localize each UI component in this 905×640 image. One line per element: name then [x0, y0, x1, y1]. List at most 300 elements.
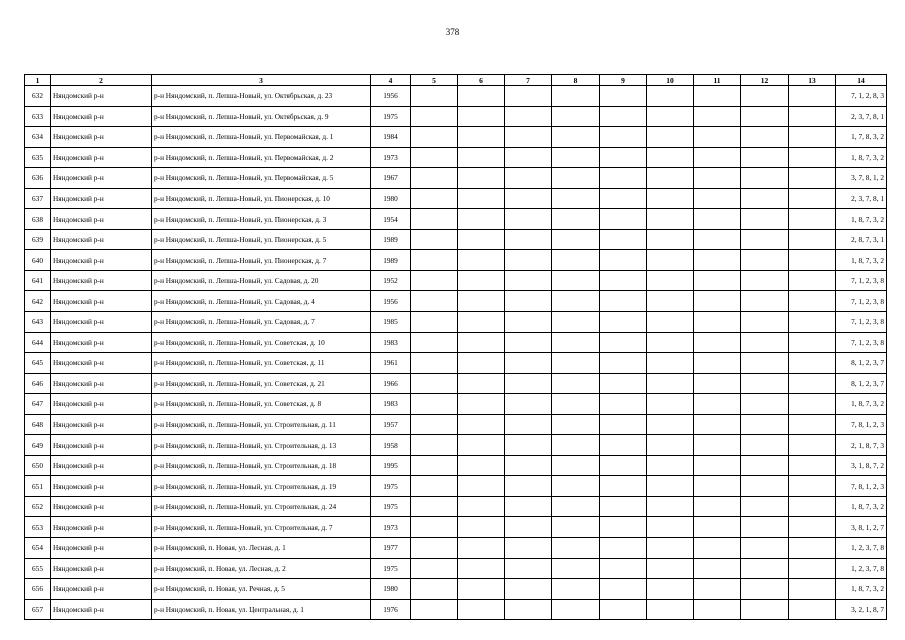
code-cell: 7, 1, 2, 3, 8: [836, 332, 887, 353]
empty-cell: [789, 312, 836, 333]
empty-cell: [694, 517, 741, 538]
empty-cell: [789, 229, 836, 250]
table-row: [25, 229, 887, 250]
empty-cell: [552, 517, 600, 538]
row-number-cell: 643: [25, 312, 51, 333]
row-number-cell: 640: [25, 250, 51, 271]
empty-cell: [505, 455, 552, 476]
empty-cell: [505, 579, 552, 600]
district-cell: Няндомский р-н: [51, 188, 152, 209]
table-row: [25, 312, 887, 333]
empty-cell: [505, 394, 552, 415]
empty-cell: [789, 168, 836, 189]
empty-cell: [600, 414, 647, 435]
column-header-8: 8: [552, 75, 600, 86]
year-cell: 1989: [371, 250, 411, 271]
empty-cell: [647, 353, 694, 374]
district-cell: Няндомский р-н: [51, 106, 152, 127]
empty-cell: [694, 579, 741, 600]
address-cell: р-н Няндомский, п. Лепша-Новый, ул. Строительная, д. 11: [152, 414, 371, 435]
empty-cell: [458, 579, 505, 600]
empty-cell: [789, 373, 836, 394]
empty-cell: [552, 538, 600, 559]
row-number-cell: 636: [25, 168, 51, 189]
empty-cell: [458, 250, 505, 271]
empty-cell: [505, 291, 552, 312]
empty-cell: [694, 599, 741, 620]
empty-cell: [694, 229, 741, 250]
empty-cell: [694, 127, 741, 148]
empty-cell: [741, 270, 789, 291]
empty-cell: [552, 270, 600, 291]
code-cell: 3, 2, 1, 8, 7: [836, 599, 887, 620]
address-cell: р-н Няндомский, п. Лепша-Новый, ул. Советская, д. 10: [152, 332, 371, 353]
column-header-12: 12: [741, 75, 789, 86]
row-number-cell: 641: [25, 270, 51, 291]
year-cell: 1995: [371, 455, 411, 476]
address-cell: р-н Няндомский, п. Лепша-Новый, ул. Строительная, д. 13: [152, 435, 371, 456]
empty-cell: [600, 353, 647, 374]
empty-cell: [411, 599, 458, 620]
district-cell: Няндомский р-н: [51, 476, 152, 497]
empty-cell: [647, 168, 694, 189]
table-row: [25, 168, 887, 189]
empty-cell: [505, 229, 552, 250]
empty-cell: [741, 435, 789, 456]
table-row: [25, 250, 887, 271]
empty-cell: [600, 599, 647, 620]
empty-cell: [647, 147, 694, 168]
row-number-cell: 651: [25, 476, 51, 497]
district-cell: Няндомский р-н: [51, 435, 152, 456]
empty-cell: [741, 291, 789, 312]
empty-cell: [741, 455, 789, 476]
empty-cell: [458, 168, 505, 189]
empty-cell: [552, 373, 600, 394]
empty-cell: [600, 476, 647, 497]
year-cell: 1957: [371, 414, 411, 435]
row-number-cell: 639: [25, 229, 51, 250]
column-header-6: 6: [458, 75, 505, 86]
empty-cell: [411, 312, 458, 333]
table-row: [25, 579, 887, 600]
column-header-11: 11: [694, 75, 741, 86]
district-cell: Няндомский р-н: [51, 373, 152, 394]
code-cell: 1, 2, 3, 7, 8: [836, 558, 887, 579]
empty-cell: [505, 127, 552, 148]
empty-cell: [741, 353, 789, 374]
empty-cell: [647, 599, 694, 620]
table-row: [25, 353, 887, 374]
code-cell: 7, 1, 2, 3, 8: [836, 291, 887, 312]
empty-cell: [552, 168, 600, 189]
empty-cell: [458, 435, 505, 456]
empty-cell: [789, 538, 836, 559]
empty-cell: [458, 86, 505, 107]
empty-cell: [647, 455, 694, 476]
district-cell: Няндомский р-н: [51, 353, 152, 374]
year-cell: 1956: [371, 291, 411, 312]
address-cell: р-н Няндомский, п. Лепша-Новый, ул. Первомайская, д. 5: [152, 168, 371, 189]
empty-cell: [741, 106, 789, 127]
empty-cell: [411, 291, 458, 312]
row-number-cell: 638: [25, 209, 51, 230]
empty-cell: [647, 579, 694, 600]
empty-cell: [694, 414, 741, 435]
empty-cell: [789, 517, 836, 538]
data-table: [24, 74, 887, 620]
year-cell: 1966: [371, 373, 411, 394]
empty-cell: [694, 291, 741, 312]
empty-cell: [600, 579, 647, 600]
empty-cell: [600, 517, 647, 538]
column-header-2: 2: [51, 75, 152, 86]
empty-cell: [647, 250, 694, 271]
district-cell: Няндомский р-н: [51, 312, 152, 333]
empty-cell: [741, 168, 789, 189]
empty-cell: [458, 496, 505, 517]
empty-cell: [694, 312, 741, 333]
empty-cell: [600, 435, 647, 456]
empty-cell: [789, 209, 836, 230]
empty-cell: [505, 414, 552, 435]
code-cell: 1, 8, 7, 3, 2: [836, 250, 887, 271]
table-header-row: [25, 75, 887, 86]
district-cell: Няндомский р-н: [51, 558, 152, 579]
column-header-7: 7: [505, 75, 552, 86]
empty-cell: [505, 517, 552, 538]
empty-cell: [741, 394, 789, 415]
year-cell: 1976: [371, 599, 411, 620]
year-cell: 1956: [371, 86, 411, 107]
empty-cell: [505, 250, 552, 271]
code-cell: 1, 8, 7, 3, 2: [836, 496, 887, 517]
year-cell: 1980: [371, 579, 411, 600]
row-number-cell: 647: [25, 394, 51, 415]
district-cell: Няндомский р-н: [51, 332, 152, 353]
empty-cell: [505, 353, 552, 374]
district-cell: Няндомский р-н: [51, 209, 152, 230]
address-cell: р-н Няндомский, п. Лепша-Новый, ул. Пионерская, д. 5: [152, 229, 371, 250]
address-cell: р-н Няндомский, п. Лепша-Новый, ул. Строительная, д. 7: [152, 517, 371, 538]
district-cell: Няндомский р-н: [51, 270, 152, 291]
empty-cell: [694, 147, 741, 168]
year-cell: 1954: [371, 209, 411, 230]
empty-cell: [694, 558, 741, 579]
row-number-cell: 650: [25, 455, 51, 476]
address-cell: р-н Няндомский, п. Лепша-Новый, ул. Строительная, д. 19: [152, 476, 371, 497]
year-cell: 1975: [371, 476, 411, 497]
code-cell: 1, 2, 3, 7, 8: [836, 538, 887, 559]
row-number-cell: 646: [25, 373, 51, 394]
empty-cell: [552, 229, 600, 250]
year-cell: 1975: [371, 496, 411, 517]
code-cell: 2, 8, 7, 3, 1: [836, 229, 887, 250]
empty-cell: [505, 373, 552, 394]
empty-cell: [789, 332, 836, 353]
address-cell: р-н Няндомский, п. Новая, ул. Лесная, д. 1: [152, 538, 371, 559]
empty-cell: [694, 435, 741, 456]
code-cell: 3, 1, 8, 7, 2: [836, 455, 887, 476]
year-cell: 1983: [371, 332, 411, 353]
empty-cell: [789, 127, 836, 148]
table-row: [25, 106, 887, 127]
address-cell: р-н Няндомский, п. Лепша-Новый, ул. Октябрьская, д. 23: [152, 86, 371, 107]
code-cell: 3, 8, 1, 2, 7: [836, 517, 887, 538]
row-number-cell: 655: [25, 558, 51, 579]
address-cell: р-н Няндомский, п. Лепша-Новый, ул. Октябрьская, д. 9: [152, 106, 371, 127]
empty-cell: [552, 579, 600, 600]
row-number-cell: 637: [25, 188, 51, 209]
empty-cell: [694, 106, 741, 127]
year-cell: 1983: [371, 394, 411, 415]
empty-cell: [458, 517, 505, 538]
empty-cell: [552, 127, 600, 148]
empty-cell: [694, 476, 741, 497]
column-header-9: 9: [600, 75, 647, 86]
table-row: [25, 270, 887, 291]
row-number-cell: 656: [25, 579, 51, 600]
empty-cell: [505, 476, 552, 497]
empty-cell: [411, 209, 458, 230]
year-cell: 1989: [371, 229, 411, 250]
empty-cell: [741, 127, 789, 148]
empty-cell: [789, 414, 836, 435]
empty-cell: [600, 332, 647, 353]
empty-cell: [789, 147, 836, 168]
district-cell: Няндомский р-н: [51, 414, 152, 435]
empty-cell: [694, 86, 741, 107]
empty-cell: [411, 558, 458, 579]
empty-cell: [411, 517, 458, 538]
district-cell: Няндомский р-н: [51, 599, 152, 620]
empty-cell: [458, 291, 505, 312]
empty-cell: [789, 599, 836, 620]
empty-cell: [505, 332, 552, 353]
empty-cell: [741, 250, 789, 271]
row-number-cell: 654: [25, 538, 51, 559]
code-cell: 1, 8, 7, 3, 2: [836, 394, 887, 415]
address-cell: р-н Няндомский, п. Лепша-Новый, ул. Строительная, д. 18: [152, 455, 371, 476]
table-row: [25, 455, 887, 476]
year-cell: 1973: [371, 147, 411, 168]
empty-cell: [741, 517, 789, 538]
empty-cell: [694, 250, 741, 271]
empty-cell: [458, 476, 505, 497]
empty-cell: [552, 476, 600, 497]
year-cell: 1961: [371, 353, 411, 374]
empty-cell: [694, 353, 741, 374]
district-cell: Няндомский р-н: [51, 127, 152, 148]
empty-cell: [741, 579, 789, 600]
column-header-1: 1: [25, 75, 51, 86]
empty-cell: [741, 86, 789, 107]
row-number-cell: 642: [25, 291, 51, 312]
empty-cell: [600, 312, 647, 333]
empty-cell: [411, 394, 458, 415]
empty-cell: [741, 476, 789, 497]
empty-cell: [741, 147, 789, 168]
table-body: [25, 86, 887, 620]
address-cell: р-н Няндомский, п. Лепша-Новый, ул. Пионерская, д. 3: [152, 209, 371, 230]
empty-cell: [505, 86, 552, 107]
table-row: [25, 538, 887, 559]
code-cell: 7, 1, 2, 8, 3: [836, 86, 887, 107]
empty-cell: [411, 455, 458, 476]
empty-cell: [505, 270, 552, 291]
empty-cell: [647, 270, 694, 291]
empty-cell: [458, 312, 505, 333]
empty-cell: [789, 496, 836, 517]
code-cell: 8, 1, 2, 3, 7: [836, 353, 887, 374]
empty-cell: [694, 209, 741, 230]
table-row: [25, 147, 887, 168]
empty-cell: [600, 188, 647, 209]
empty-cell: [458, 229, 505, 250]
address-cell: р-н Няндомский, п. Лепша-Новый, ул. Советская, д. 8: [152, 394, 371, 415]
address-cell: р-н Няндомский, п. Лепша-Новый, ул. Первомайская, д. 2: [152, 147, 371, 168]
year-cell: 1980: [371, 188, 411, 209]
empty-cell: [694, 188, 741, 209]
empty-cell: [552, 209, 600, 230]
empty-cell: [600, 496, 647, 517]
empty-cell: [600, 86, 647, 107]
year-cell: 1973: [371, 517, 411, 538]
empty-cell: [458, 188, 505, 209]
empty-cell: [411, 270, 458, 291]
empty-cell: [647, 496, 694, 517]
row-number-cell: 634: [25, 127, 51, 148]
district-cell: Няндомский р-н: [51, 86, 152, 107]
table-row: [25, 86, 887, 107]
district-cell: Няндомский р-н: [51, 250, 152, 271]
empty-cell: [458, 599, 505, 620]
empty-cell: [458, 209, 505, 230]
empty-cell: [458, 270, 505, 291]
empty-cell: [411, 86, 458, 107]
empty-cell: [411, 414, 458, 435]
empty-cell: [647, 476, 694, 497]
district-cell: Няндомский р-н: [51, 168, 152, 189]
empty-cell: [411, 188, 458, 209]
empty-cell: [694, 332, 741, 353]
empty-cell: [552, 312, 600, 333]
empty-cell: [741, 496, 789, 517]
table-row: [25, 414, 887, 435]
column-header-10: 10: [647, 75, 694, 86]
empty-cell: [505, 147, 552, 168]
empty-cell: [552, 106, 600, 127]
district-cell: Няндомский р-н: [51, 291, 152, 312]
code-cell: 7, 8, 1, 2, 3: [836, 414, 887, 435]
empty-cell: [600, 106, 647, 127]
empty-cell: [694, 496, 741, 517]
empty-cell: [694, 270, 741, 291]
table-row: [25, 435, 887, 456]
code-cell: 7, 1, 2, 3, 8: [836, 270, 887, 291]
code-cell: 3, 7, 8, 1, 2: [836, 168, 887, 189]
table-row: [25, 332, 887, 353]
table-row: [25, 476, 887, 497]
empty-cell: [647, 373, 694, 394]
empty-cell: [647, 394, 694, 415]
address-cell: р-н Няндомский, п. Новая, ул. Речная, д. 5: [152, 579, 371, 600]
table-row: [25, 558, 887, 579]
empty-cell: [505, 435, 552, 456]
empty-cell: [647, 106, 694, 127]
address-cell: р-н Няндомский, п. Лепша-Новый, ул. Пионерская, д. 7: [152, 250, 371, 271]
table-row: [25, 599, 887, 620]
empty-cell: [647, 517, 694, 538]
empty-cell: [694, 168, 741, 189]
empty-cell: [647, 127, 694, 148]
row-number-cell: 644: [25, 332, 51, 353]
row-number-cell: 657: [25, 599, 51, 620]
empty-cell: [458, 455, 505, 476]
empty-cell: [600, 229, 647, 250]
empty-cell: [789, 353, 836, 374]
empty-cell: [647, 435, 694, 456]
empty-cell: [600, 394, 647, 415]
year-cell: 1958: [371, 435, 411, 456]
row-number-cell: 645: [25, 353, 51, 374]
empty-cell: [600, 455, 647, 476]
empty-cell: [505, 599, 552, 620]
empty-cell: [505, 312, 552, 333]
district-cell: Няндомский р-н: [51, 517, 152, 538]
empty-cell: [552, 599, 600, 620]
empty-cell: [411, 332, 458, 353]
empty-cell: [789, 250, 836, 271]
table-row: [25, 394, 887, 415]
empty-cell: [741, 229, 789, 250]
empty-cell: [741, 209, 789, 230]
empty-cell: [458, 558, 505, 579]
address-cell: р-н Няндомский, п. Новая, ул. Центральная, д. 1: [152, 599, 371, 620]
address-cell: р-н Няндомский, п. Лепша-Новый, ул. Первомайская, д. 1: [152, 127, 371, 148]
empty-cell: [552, 394, 600, 415]
empty-cell: [458, 332, 505, 353]
empty-cell: [741, 188, 789, 209]
row-number-cell: 633: [25, 106, 51, 127]
empty-cell: [647, 229, 694, 250]
empty-cell: [647, 86, 694, 107]
empty-cell: [600, 270, 647, 291]
empty-cell: [458, 127, 505, 148]
empty-cell: [694, 394, 741, 415]
empty-cell: [789, 455, 836, 476]
address-cell: р-н Няндомский, п. Лепша-Новый, ул. Советская, д. 21: [152, 373, 371, 394]
empty-cell: [647, 332, 694, 353]
district-cell: Няндомский р-н: [51, 394, 152, 415]
empty-cell: [552, 291, 600, 312]
column-header-3: 3: [152, 75, 371, 86]
district-cell: Няндомский р-н: [51, 496, 152, 517]
empty-cell: [458, 414, 505, 435]
empty-cell: [694, 455, 741, 476]
empty-cell: [789, 435, 836, 456]
empty-cell: [505, 558, 552, 579]
empty-cell: [411, 229, 458, 250]
empty-cell: [741, 599, 789, 620]
empty-cell: [647, 312, 694, 333]
empty-cell: [458, 106, 505, 127]
row-number-cell: 648: [25, 414, 51, 435]
empty-cell: [458, 147, 505, 168]
empty-cell: [647, 558, 694, 579]
empty-cell: [600, 209, 647, 230]
address-cell: р-н Няндомский, п. Лепша-Новый, ул. Садовая, д. 20: [152, 270, 371, 291]
